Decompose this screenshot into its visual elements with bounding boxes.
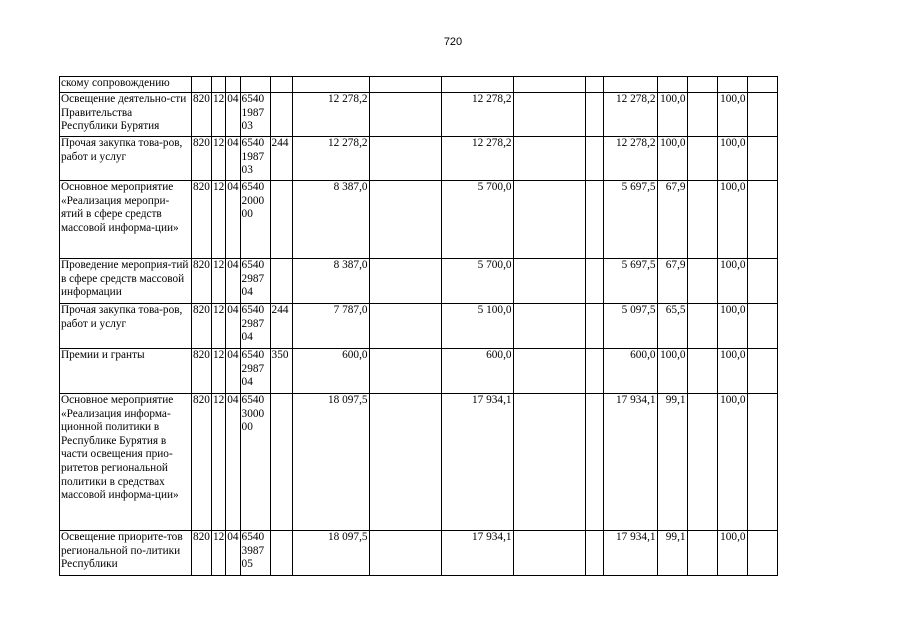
empty-cell (369, 531, 441, 576)
adjusted-amount: 12 278,2 (441, 93, 513, 137)
subsection-code: 04 (226, 93, 240, 137)
percent-of-plan: 65,5 (657, 304, 687, 349)
empty-cell (687, 77, 717, 93)
executed-amount: 17 934,1 (603, 394, 657, 531)
subsection-code: 04 (226, 394, 240, 531)
empty-cell (687, 349, 717, 394)
empty-cell (369, 304, 441, 349)
grbs-code: 820 (192, 349, 212, 394)
empty-cell (747, 93, 777, 137)
empty-cell (513, 259, 585, 304)
percent-of-adjusted: 100,0 (717, 394, 747, 531)
empty-cell (513, 93, 585, 137)
table-row (60, 304, 778, 349)
executed-amount: 5 097,5 (603, 304, 657, 349)
section-code: 12 (211, 93, 225, 137)
section-code: 12 (211, 349, 225, 394)
grbs-code: 820 (192, 531, 212, 576)
executed-amount: 5 697,5 (603, 259, 657, 304)
empty-cell (513, 349, 585, 394)
budget-table (59, 76, 778, 576)
empty-cell (585, 137, 603, 181)
table-row (60, 349, 778, 394)
empty-cell (747, 349, 777, 394)
empty-cell (747, 394, 777, 531)
empty-cell (687, 93, 717, 137)
percent-of-adjusted: 100,0 (717, 181, 747, 259)
empty-cell (513, 137, 585, 181)
expense-type-code (270, 394, 292, 531)
target-article-code: 6540298704 (240, 304, 270, 349)
target-article-code: 6540198703 (240, 93, 270, 137)
executed-amount: 5 697,5 (603, 181, 657, 259)
adjusted-amount: 600,0 (441, 349, 513, 394)
percent-of-adjusted (717, 77, 747, 93)
percent-of-adjusted: 100,0 (717, 137, 747, 181)
empty-cell (585, 93, 603, 137)
empty-cell (369, 259, 441, 304)
plan-amount: 12 278,2 (292, 137, 369, 181)
expense-type-code (270, 531, 292, 576)
plan-amount: 8 387,0 (292, 259, 369, 304)
empty-cell (369, 77, 441, 93)
section-code: 12 (211, 531, 225, 576)
empty-cell (687, 304, 717, 349)
expense-type-code (270, 181, 292, 259)
target-article-code: 6540298704 (240, 259, 270, 304)
empty-cell (747, 181, 777, 259)
grbs-code: 820 (192, 304, 212, 349)
empty-cell (747, 259, 777, 304)
row-name: Освещение деятельно-сти Правительства Республики Бурятия (60, 93, 192, 137)
table-row (60, 394, 778, 531)
executed-amount (603, 77, 657, 93)
percent-of-plan: 100,0 (657, 137, 687, 181)
empty-cell (513, 394, 585, 531)
target-article-code: 6540298704 (240, 349, 270, 394)
plan-amount (292, 77, 369, 93)
adjusted-amount: 17 934,1 (441, 531, 513, 576)
empty-cell (687, 259, 717, 304)
expense-type-code: 244 (270, 137, 292, 181)
section-code: 12 (211, 181, 225, 259)
empty-cell (687, 137, 717, 181)
section-code: 12 (211, 394, 225, 531)
table-row (60, 77, 778, 93)
expense-type-code (270, 93, 292, 137)
adjusted-amount: 5 700,0 (441, 259, 513, 304)
row-name: Прочая закупка това-ров, работ и услуг (60, 137, 192, 181)
empty-cell (585, 349, 603, 394)
grbs-code: 820 (192, 394, 212, 531)
empty-cell (747, 304, 777, 349)
percent-of-plan: 67,9 (657, 259, 687, 304)
percent-of-plan (657, 77, 687, 93)
grbs-code: 820 (192, 137, 212, 181)
adjusted-amount: 5 700,0 (441, 181, 513, 259)
executed-amount: 12 278,2 (603, 93, 657, 137)
subsection-code: 04 (226, 137, 240, 181)
row-name: Прочая закупка това-ров, работ и услуг (60, 304, 192, 349)
plan-amount: 12 278,2 (292, 93, 369, 137)
empty-cell (687, 394, 717, 531)
section-code: 12 (211, 304, 225, 349)
empty-cell (513, 181, 585, 259)
adjusted-amount: 17 934,1 (441, 394, 513, 531)
percent-of-plan: 99,1 (657, 394, 687, 531)
row-name: Основное мероприятие «Реализация меропри-ятий в сфере средств массовой информа-ции» (60, 181, 192, 259)
empty-cell (369, 137, 441, 181)
empty-cell (585, 181, 603, 259)
plan-amount: 18 097,5 (292, 531, 369, 576)
section-code (211, 77, 225, 93)
empty-cell (369, 93, 441, 137)
expense-type-code: 350 (270, 349, 292, 394)
empty-cell (747, 531, 777, 576)
empty-cell (747, 77, 777, 93)
row-name: Основное мероприятие «Реализация информа-ционной политики в Республике Бурятия в части освещения прио-ритетов региональной политики в средствах массовой информа-ции» (60, 394, 192, 531)
empty-cell (369, 181, 441, 259)
empty-cell (585, 77, 603, 93)
target-article-code: 6540300000 (240, 394, 270, 531)
row-name: Освещение приорите-тов региональной по-литики Республики (60, 531, 192, 576)
empty-cell (369, 394, 441, 531)
plan-amount: 8 387,0 (292, 181, 369, 259)
adjusted-amount: 12 278,2 (441, 137, 513, 181)
percent-of-plan: 100,0 (657, 93, 687, 137)
target-article-code: 6540200000 (240, 181, 270, 259)
grbs-code: 820 (192, 259, 212, 304)
empty-cell (687, 181, 717, 259)
plan-amount: 600,0 (292, 349, 369, 394)
table-row (60, 93, 778, 137)
subsection-code: 04 (226, 531, 240, 576)
row-name: Премии и гранты (60, 349, 192, 394)
percent-of-adjusted: 100,0 (717, 259, 747, 304)
empty-cell (585, 304, 603, 349)
target-article-code: 6540198703 (240, 137, 270, 181)
empty-cell (513, 77, 585, 93)
percent-of-plan: 99,1 (657, 531, 687, 576)
percent-of-plan: 100,0 (657, 349, 687, 394)
grbs-code: 820 (192, 93, 212, 137)
empty-cell (747, 137, 777, 181)
section-code: 12 (211, 137, 225, 181)
empty-cell (585, 259, 603, 304)
table-row (60, 181, 778, 259)
empty-cell (687, 531, 717, 576)
adjusted-amount (441, 77, 513, 93)
percent-of-adjusted: 100,0 (717, 349, 747, 394)
target-article-code (240, 77, 270, 93)
subsection-code (226, 77, 240, 93)
expense-type-code (270, 77, 292, 93)
empty-cell (369, 349, 441, 394)
percent-of-plan: 67,9 (657, 181, 687, 259)
percent-of-adjusted: 100,0 (717, 304, 747, 349)
section-code: 12 (211, 259, 225, 304)
row-name: скому сопровождению (60, 77, 192, 93)
table-row (60, 531, 778, 576)
target-article-code: 6540398705 (240, 531, 270, 576)
plan-amount: 18 097,5 (292, 394, 369, 531)
page-number: 720 (443, 36, 463, 48)
executed-amount: 12 278,2 (603, 137, 657, 181)
empty-cell (585, 531, 603, 576)
adjusted-amount: 5 100,0 (441, 304, 513, 349)
expense-type-code (270, 259, 292, 304)
table-row (60, 259, 778, 304)
empty-cell (513, 304, 585, 349)
plan-amount: 7 787,0 (292, 304, 369, 349)
percent-of-adjusted: 100,0 (717, 93, 747, 137)
subsection-code: 04 (226, 349, 240, 394)
empty-cell (513, 531, 585, 576)
percent-of-adjusted: 100,0 (717, 531, 747, 576)
grbs-code: 820 (192, 181, 212, 259)
executed-amount: 17 934,1 (603, 531, 657, 576)
empty-cell (585, 394, 603, 531)
executed-amount: 600,0 (603, 349, 657, 394)
expense-type-code: 244 (270, 304, 292, 349)
table-row (60, 137, 778, 181)
row-name: Проведение мероприя-тий в сфере средств массовой информации (60, 259, 192, 304)
subsection-code: 04 (226, 259, 240, 304)
grbs-code (192, 77, 212, 93)
subsection-code: 04 (226, 304, 240, 349)
subsection-code: 04 (226, 181, 240, 259)
